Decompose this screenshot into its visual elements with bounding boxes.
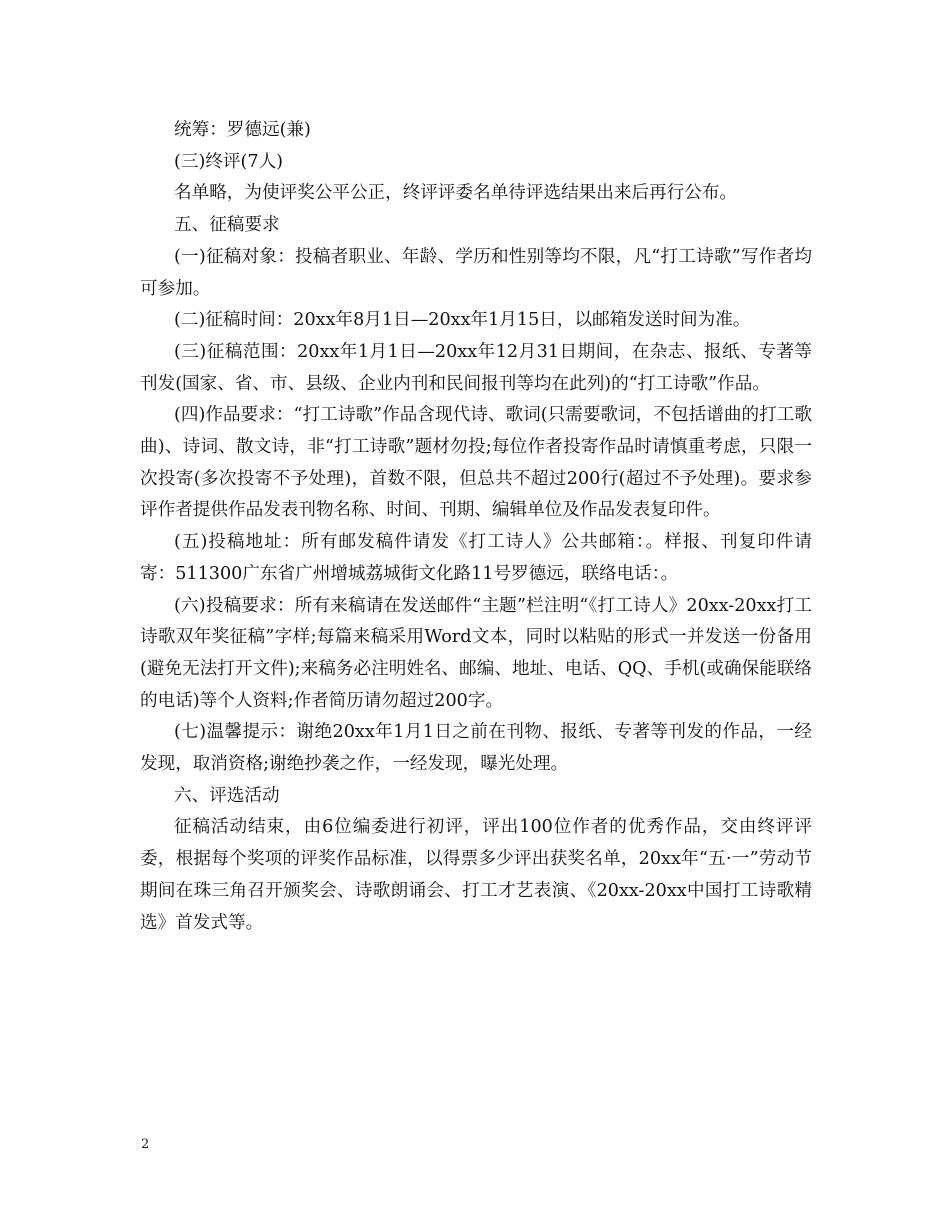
section-heading-submission-requirements: 五、征稿要求	[174, 215, 280, 236]
paragraph-reminder: (七)温馨提示：谢绝20xx年1月1日之前在刊物、报纸、专著等刊发的作品，一经发现，取消资格;谢绝抄袭之作，一经发现，曝光处理。	[140, 722, 812, 775]
paragraph-submission-address: (五)投稿地址：所有邮发稿件请发《打工诗人》公共邮箱：。样报、刊复印件请寄：511300广东省广州增城荔城街文化路11号罗德远，联络电话：。	[140, 532, 812, 584]
paragraph-submission-instructions: (六)投稿要求：所有来稿请在发送邮件“主题”栏注明“《打工诗人》20xx-20xx打工诗歌双年奖征稿”字样;每篇来稿采用Word文本，同时以粘贴的形式一并发送一份备用(避免无法打开文件);来稿务必注明姓名、邮编、地址、电话、QQ、手机(或确保能联络的电话)等个人资料;作者简历请勿超过200字。	[140, 595, 812, 711]
paragraph-coordinator: 统筹：罗德远(兼)	[174, 120, 311, 140]
section-heading-selection-activities: 六、评选活动	[174, 785, 280, 806]
paragraph-submission-time: (二)征稿时间：20xx年8月1日—20xx年1月15日，以邮箱发送时间为准。	[174, 310, 751, 331]
paragraph-final-review-heading: (三)终评(7人)	[174, 151, 284, 172]
page-number: 2	[141, 1137, 150, 1152]
paragraph-final-review-note: 名单略，为使评奖公平公正，终评评委名单待评选结果出来后再行公布。	[174, 183, 738, 204]
paragraph-submission-target: (一)征稿对象：投稿者职业、年龄、学历和性别等均不限，凡“打工诗歌”写作者均可参加。	[140, 246, 812, 299]
paragraph-work-requirements: (四)作品要求：“打工诗歌”作品含现代诗、歌词(只需要歌词，不包括谱曲的打工歌曲)、诗词、散文诗，非“打工诗歌”题材勿投;每位作者投寄作品时请慎重考虑，只限一次投寄(多次投寄不予处理)，首数不限，但总共不超过200行(超过不予处理)。要求参评作者提供作品发表刊物名称、时间、刊期、编辑单位及作品发表复印件。	[140, 405, 812, 521]
document-body	[140, 115, 812, 939]
paragraph-selection-process: 征稿活动结束，由6位编委进行初评，评出100位作者的优秀作品，交由终评评委，根据每个奖项的评奖作品标准，以得票多少评出获奖名单，20xx年“五·一”劳动节期间在珠三角召开颁奖会、诗歌朗诵会、打工才艺表演、《20xx-20xx中国打工诗歌精选》首发式等。	[140, 817, 812, 933]
paragraph-submission-scope: (三)征稿范围：20xx年1月1日—20xx年12月31日期间，在杂志、报纸、专著等刊发(国家、省、市、县级、企业内刊和民间报刊等均在此列)的“打工诗歌”作品。	[140, 341, 812, 394]
